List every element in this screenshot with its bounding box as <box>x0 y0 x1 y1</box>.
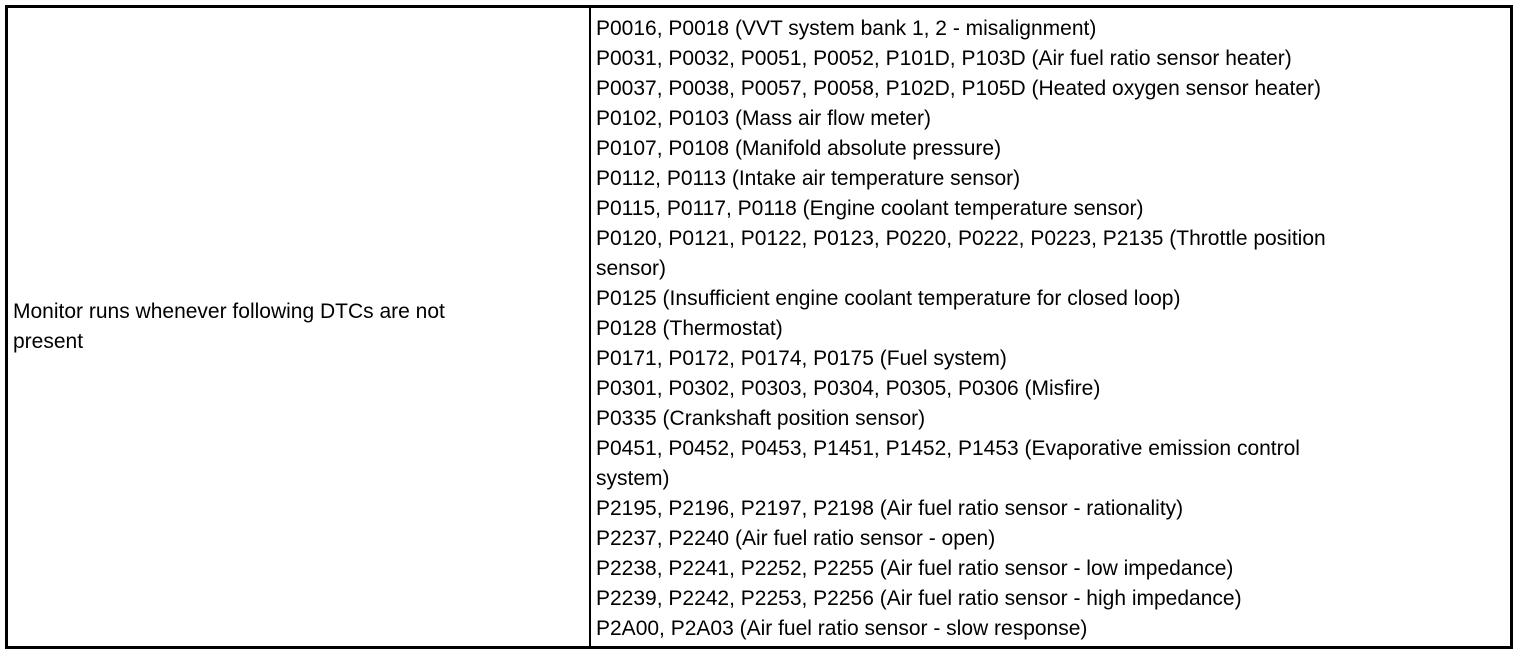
dtc-line: P0107, P0108 (Manifold absolute pressure) <box>596 137 1002 160</box>
dtc-list-cell <box>591 8 1510 646</box>
dtc-line: system) <box>596 467 670 490</box>
dtc-line: P0125 (Insufficient engine coolant temperature for closed loop) <box>596 287 1181 310</box>
dtc-line: P0031, P0032, P0051, P0052, P101D, P103D (Air fuel ratio sensor heater) <box>596 47 1292 70</box>
dtc-line: P0301, P0302, P0303, P0304, P0305, P0306 (Misfire) <box>596 377 1101 400</box>
dtc-line: P0120, P0121, P0122, P0123, P0220, P0222, P0223, P2135 (Throttle position <box>596 227 1326 250</box>
dtc-line: P0171, P0172, P0174, P0175 (Fuel system) <box>596 347 1007 370</box>
dtc-line: P2237, P2240 (Air fuel ratio sensor - open) <box>596 527 996 550</box>
dtc-line: P2238, P2241, P2252, P2255 (Air fuel ratio sensor - low impedance) <box>596 557 1234 580</box>
condition-cell <box>8 8 591 646</box>
dtc-line: P2195, P2196, P2197, P2198 (Air fuel ratio sensor - rationality) <box>596 497 1184 520</box>
dtc-line: P0016, P0018 (VVT system bank 1, 2 - misalignment) <box>596 17 1097 40</box>
dtc-list <box>596 14 1510 644</box>
dtc-line: P0102, P0103 (Mass air flow meter) <box>596 107 931 130</box>
dtc-line: sensor) <box>596 257 667 280</box>
dtc-line: P0128 (Thermostat) <box>596 317 783 340</box>
dtc-line: P0335 (Crankshaft position sensor) <box>596 407 926 430</box>
dtc-condition-table <box>5 5 1513 649</box>
dtc-line: P2239, P2242, P2253, P2256 (Air fuel ratio sensor - high impedance) <box>596 587 1242 610</box>
dtc-line: P0112, P0113 (Intake air temperature sensor) <box>596 167 1021 190</box>
dtc-line: P0451, P0452, P0453, P1451, P1452, P1453 (Evaporative emission control <box>596 437 1300 460</box>
dtc-line: P2A00, P2A03 (Air fuel ratio sensor - slow response) <box>596 617 1088 640</box>
dtc-line: P0115, P0117, P0118 (Engine coolant temperature sensor) <box>596 197 1144 220</box>
dtc-line: P0037, P0038, P0057, P0058, P102D, P105D (Heated oxygen sensor heater) <box>596 77 1321 100</box>
condition-label: Monitor runs whenever following DTCs are not present <box>13 300 445 353</box>
